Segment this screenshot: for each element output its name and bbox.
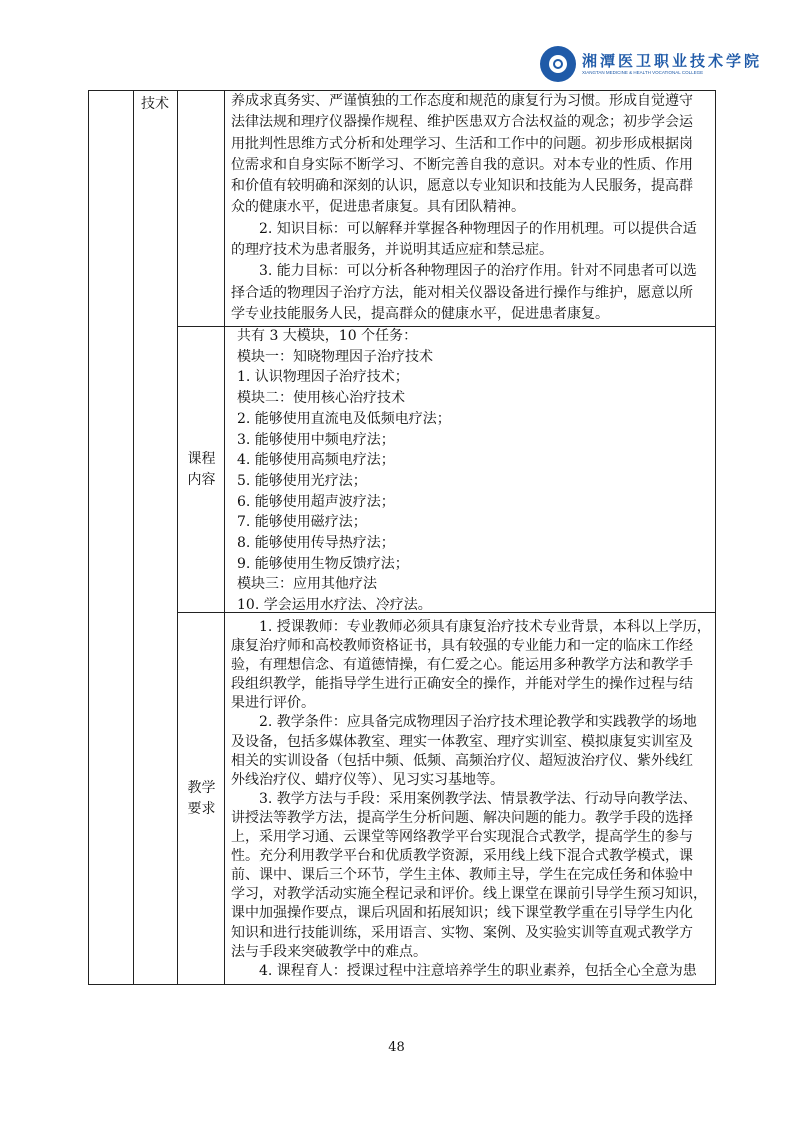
text-line: 共有 3 大模块，10 个任务： xyxy=(237,328,418,344)
text-line: 6. 能够使用超声波疗法； xyxy=(237,493,395,510)
text-line: 10. 学会运用水疗法、冷疗法。 xyxy=(237,597,432,614)
text-line: 知识和进行技能训练，采用语言、实物、案例、及实验实训等直观式教学方 xyxy=(231,924,693,941)
text-line: 用批判性思维方式分析和处理学习、生活和工作中的问题。初步形成根据岗 xyxy=(231,135,693,152)
row-label-course-content xyxy=(178,327,225,612)
teaching-requirements-text xyxy=(231,618,711,981)
course-content-text xyxy=(231,326,711,616)
text-line: 4. 能够使用高频电疗法； xyxy=(237,452,395,469)
text-line: 3. 教学方法与手段：采用案例教学法、情景教学法、行动导向教学法、 xyxy=(259,790,697,807)
text-line: 7. 能够使用磁疗法； xyxy=(237,514,367,531)
text-line: 1. 认识物理因子治疗技术； xyxy=(237,369,409,386)
logo-chinese-name: 湘潭医卫职业技术学院 xyxy=(582,52,763,70)
text-line: 2. 知识目标：可以解释并掌握各种物理因子的作用机理。可以提供合适 xyxy=(259,220,697,237)
text-line: 的理疗技术为患者服务，并说明其适应症和禁忌症。 xyxy=(231,242,553,259)
page-number: 48 xyxy=(388,1040,405,1055)
text-line: 1. 授课教师：专业教师必须具有康复治疗技术专业背景，本科以上学历， xyxy=(259,619,711,635)
text-line: 模块三：应用其他疗法 xyxy=(237,576,377,593)
text-line: 果进行评价。 xyxy=(231,695,315,712)
text-line: 4. 课程育人：授课过程中注意培养学生的职业素养，包括全心全意为患 xyxy=(259,962,697,979)
text-line: 法与手段来突破教学中的难点。 xyxy=(231,943,427,960)
table-divider xyxy=(133,91,134,984)
text-line: 3. 能力目标：可以分析各种物理因子的治疗作用。针对不同患者可以选 xyxy=(259,263,697,280)
text-line: 前、课中、课后三个环节，学生主体、教师主导，学生在完成任务和体验中 xyxy=(231,867,693,884)
text-line: 上，采用学习通、云课堂等网络教学平台实现混合式教学，提高学生的参与 xyxy=(231,829,693,846)
course-table xyxy=(88,90,716,985)
text-line: 9. 能够使用生物反馈疗法； xyxy=(237,555,409,572)
text-line: 位需求和自身实际不断学习、不断完善自我的意识。对本专业的性质、作用 xyxy=(231,156,693,173)
label-line: 教学 xyxy=(187,780,216,796)
text-line: 2. 能够使用直流电及低频电疗法； xyxy=(237,410,451,427)
label-line: 要求 xyxy=(187,801,216,817)
text-line: 课中加强操作要点，课后巩固和拓展知识；线下课堂教学重在引导学生内化 xyxy=(231,905,693,922)
text-line: 及设备，包括多媒体教室、理实一体教室、理疗实训室、模拟康复实训室及 xyxy=(231,733,693,750)
text-line: 康复治疗师和高校教师资格证书，具有较强的专业能力和一定的临床工作经 xyxy=(231,638,693,655)
college-logo xyxy=(540,46,762,82)
text-line: 法律法规和理疗仪器操作规程、维护医患双方合法权益的观念；初步学会运 xyxy=(231,114,693,131)
text-line: 学专业技能服务人民，提高群众的健康水平，促进患者康复。 xyxy=(231,305,609,322)
text-line: 5. 能够使用光疗法； xyxy=(237,472,367,489)
text-line: 模块一：知晓物理因子治疗技术 xyxy=(237,348,433,365)
label-line: 内容 xyxy=(187,471,216,488)
label-line: 课程 xyxy=(187,450,216,467)
row-label-teaching-requirements xyxy=(178,613,225,985)
text-line: 相关的实训设备（包括中频、低频、高频治疗仪、超短波治疗仪、紫外线红 xyxy=(231,752,693,769)
text-line: 验，有理想信念、有道德情操，有仁爱之心。能运用多种教学方法和教学手 xyxy=(231,657,693,674)
college-seal-icon xyxy=(540,46,576,82)
logo-english-name: XIANGTAN MEDICINE & HEALTH VOCATIONAL COLLEGE xyxy=(582,70,704,75)
course-objectives-text xyxy=(231,91,711,325)
text-line: 2. 教学条件：应具备完成物理因子治疗技术理论教学和实践教学的场地 xyxy=(259,714,697,731)
text-line: 性。充分利用教学平台和优质教学资源，采用线上线下混合式教学模式，课 xyxy=(231,848,693,865)
row-label-technology: 技术 xyxy=(141,96,169,112)
text-line: 8. 能够使用传导热疗法； xyxy=(237,535,395,552)
text-line: 学习，对教学活动实施全程记录和评价。线上课堂在课前引导学生预习知识， xyxy=(231,886,707,903)
text-line: 择合适的物理因子治疗方法，能对相关仪器设备进行操作与维护，愿意以所 xyxy=(231,284,693,301)
text-line: 众的健康水平，促进患者康复。具有团队精神。 xyxy=(231,199,525,216)
text-line: 3. 能够使用中频电疗法； xyxy=(237,431,395,448)
text-line: 和价值有较明确和深刻的认识，愿意以专业知识和技能为人民服务，提高群 xyxy=(231,178,693,195)
text-line: 养成求真务实、严谨慎独的工作态度和规范的康复行为习惯。形成自觉遵守 xyxy=(231,93,693,109)
text-line: 外线治疗仪、蜡疗仪等）、见习实习基地等。 xyxy=(231,771,504,788)
text-line: 段组织教学，能指导学生进行正确安全的操作，并能对学生的操作过程与结 xyxy=(231,676,693,693)
text-line: 模块二：使用核心治疗技术 xyxy=(237,390,405,407)
text-line: 讲授法等教学方法，提高学生分析问题、解决问题的能力。教学手段的选择 xyxy=(231,809,693,826)
